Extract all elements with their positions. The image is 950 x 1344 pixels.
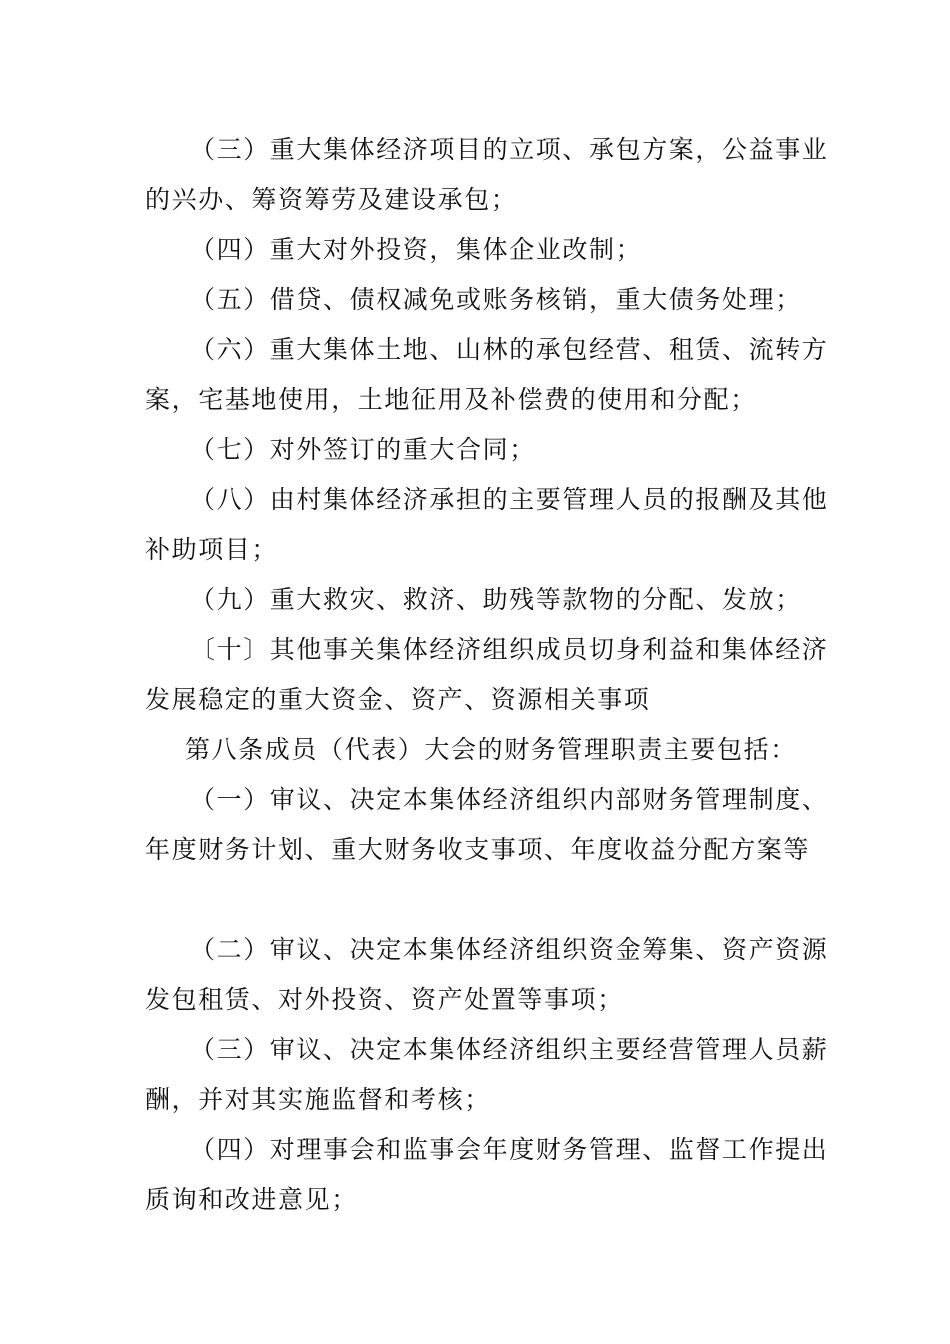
text-line: （六）重大集体土地、山林的承包经营、租赁、流转方 — [190, 335, 829, 364]
text-line: （三）重大集体经济项目的立项、承包方案，公益事业 — [190, 135, 829, 164]
section-heading: 第八条成员（代表）大会的财务管理职责主要包括： — [185, 735, 797, 764]
text-line: 发展稳定的重大资金、资产、资源相关事项 — [145, 685, 651, 714]
text-line: （四）重大对外投资，集体企业改制； — [190, 235, 643, 264]
text-line: （七）对外签订的重大合同； — [190, 435, 536, 464]
text-line: 发包租赁、对外投资、资产处置等事项； — [145, 985, 624, 1014]
text-line: （九）重大救灾、救济、助残等款物的分配、发放； — [190, 585, 802, 614]
text-line: 酬，并对其实施监督和考核； — [145, 1085, 491, 1114]
text-line: 案，宅基地使用，土地征用及补偿费的使用和分配； — [145, 385, 757, 414]
text-line: （四）对理事会和监事会年度财务管理、监督工作提出 — [190, 1135, 829, 1164]
text-line: （三）审议、决定本集体经济组织主要经营管理人员薪 — [190, 1035, 829, 1064]
text-line: （二）审议、决定本集体经济组织资金筹集、资产资源 — [190, 935, 829, 964]
text-line: 的兴办、筹资筹劳及建设承包； — [145, 185, 518, 214]
text-line: （五）借贷、债权减免或账务核销，重大债务处理； — [190, 285, 802, 314]
text-line: 〔十〕其他事关集体经济组织成员切身利益和集体经济 — [190, 635, 829, 664]
text-line: （八）由村集体经济承担的主要管理人员的报酬及其他 — [190, 485, 829, 514]
text-line: 年度财务计划、重大财务收支事项、年度收益分配方案等 — [145, 835, 811, 864]
text-line: （一）审议、决定本集体经济组织内部财务管理制度、 — [190, 785, 829, 814]
text-line: 补助项目； — [145, 535, 279, 564]
text-line: 质询和改进意见； — [145, 1185, 358, 1214]
